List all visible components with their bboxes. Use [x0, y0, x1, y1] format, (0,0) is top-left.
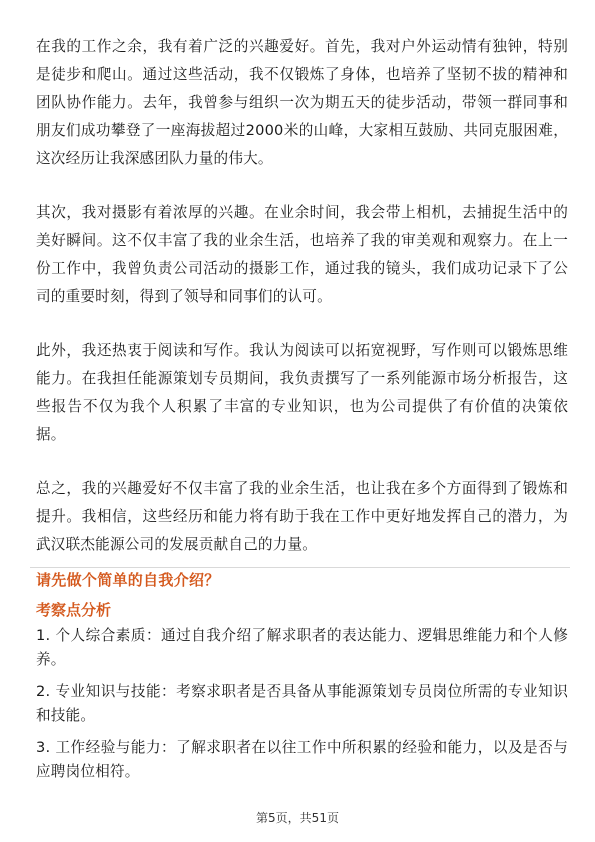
paragraph-reading-writing: 此外，我还热衷于阅读和写作。我认为阅读可以拓宽视野，写作则可以锻炼思维能力。在我担任能源策划专员期间，我负责撰写了一系列能源市场分析报告，这些报告不仅为我个人积累了丰富的专业知识，也为公司提供了有价值的决策依据。: [36, 342, 568, 443]
analysis-points: [36, 624, 568, 792]
analysis-heading: 考察点分析: [36, 601, 112, 619]
analysis-point-3: 3. 工作经验与能力：了解求职者在以往工作中所积累的经验和能力，以及是否与应聘岗位相符。: [36, 739, 568, 780]
paragraph-photography: 其次，我对摄影有着浓厚的兴趣。在业余时间，我会带上相机，去捕捉生活中的美好瞬间。这不仅丰富了我的业余生活，也培养了我的审美观和观察力。在上一份工作中，我曾负责公司活动的摄影工作，通过我的镜头，我们成功记录下了公司的重要时刻，得到了领导和同事们的认可。: [36, 204, 568, 305]
analysis-point-2: 2. 专业知识与技能：考察求职者是否具备从事能源策划专员岗位所需的专业知识和技能。: [36, 683, 568, 724]
answer-body: [36, 33, 568, 567]
paragraph-outdoor-sports: 在我的工作之余，我有着广泛的兴趣爱好。首先，我对户外运动情有独钟，特别是徒步和爬山。通过这些活动，我不仅锻炼了身体，也培养了坚韧不拔的精神和团队协作能力。去年，我曾参与组织一次为期五天的徒步活动，带领一群同事和朋友们成功攀登了一座海拔超过2000米的山峰，大家相互鼓励、共同克服困难，这次经历让我深感团队力量的伟大。: [36, 38, 568, 167]
question-heading: 请先做个简单的自我介绍？: [36, 571, 220, 589]
analysis-point-1: 1. 个人综合素质：通过自我介绍了解求职者的表达能力、逻辑思维能力和个人修养。: [36, 627, 568, 668]
paragraph-summary: 总之，我的兴趣爱好不仅丰富了我的业余生活，也让我在多个方面得到了锻炼和提升。我相信，这些经历和能力将有助于我在工作中更好地发挥自己的潜力，为武汉联杰能源公司的发展贡献自己的力量。: [36, 480, 568, 553]
page-number: 第5页，共51页: [256, 811, 339, 825]
